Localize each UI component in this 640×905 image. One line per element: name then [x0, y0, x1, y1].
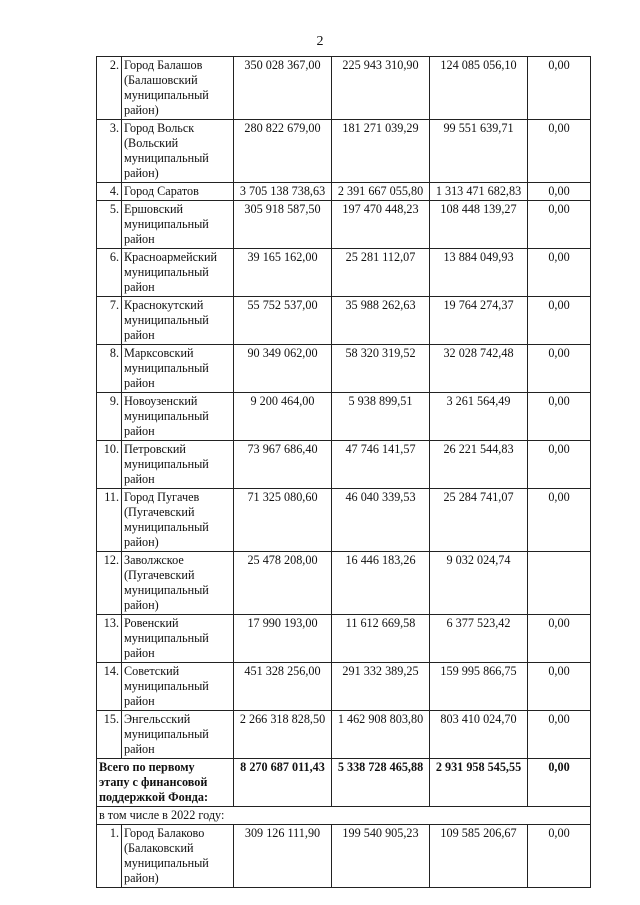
- row-number: 3.: [97, 120, 122, 183]
- regional-share-cell: 1 313 471 682,83: [430, 183, 528, 201]
- row-number: 14.: [97, 663, 122, 711]
- row-number: 13.: [97, 615, 122, 663]
- total-cost-cell: 39 165 162,00: [234, 249, 332, 297]
- regional-share-cell: 108 448 139,27: [430, 201, 528, 249]
- fund-share-cell: 1 462 908 803,80: [332, 711, 430, 759]
- local-share-cell: 0,00: [528, 393, 591, 441]
- total-cost-cell: 73 967 686,40: [234, 441, 332, 489]
- fund-share-cell: 291 332 389,25: [332, 663, 430, 711]
- regional-share-cell: 26 221 544,83: [430, 441, 528, 489]
- row-number: 7.: [97, 297, 122, 345]
- row-number: 15.: [97, 711, 122, 759]
- regional-share-cell: 13 884 049,93: [430, 249, 528, 297]
- municipality-name: Город Пугачев (Пугачевский муниципальный район): [122, 489, 234, 552]
- total-row: [97, 759, 591, 807]
- municipality-name: Марксовский муниципальный район: [122, 345, 234, 393]
- table-row: [97, 711, 591, 759]
- local-share-cell: [528, 552, 591, 615]
- row-number: 12.: [97, 552, 122, 615]
- fund-share-cell: 199 540 905,23: [332, 825, 430, 888]
- table-row: [97, 57, 591, 120]
- regional-share-cell: 19 764 274,37: [430, 297, 528, 345]
- local-share-cell: 0,00: [528, 825, 591, 888]
- fund-share-cell: 47 746 141,57: [332, 441, 430, 489]
- row-number: 9.: [97, 393, 122, 441]
- total-cost-cell: 71 325 080,60: [234, 489, 332, 552]
- subheader-row: [97, 807, 591, 825]
- regional-share-cell: 6 377 523,42: [430, 615, 528, 663]
- table-row: [97, 201, 591, 249]
- local-share-cell: 0,00: [528, 57, 591, 120]
- local-share-cell: 0,00: [528, 489, 591, 552]
- fund-share-cell: 181 271 039,29: [332, 120, 430, 183]
- fund-share-cell: 11 612 669,58: [332, 615, 430, 663]
- municipality-name: Красноармейский муниципальный район: [122, 249, 234, 297]
- local-share-cell: 0,00: [528, 345, 591, 393]
- regional-share-cell: 109 585 206,67: [430, 825, 528, 888]
- table-row: [97, 552, 591, 615]
- fund-share-cell: 35 988 262,63: [332, 297, 430, 345]
- municipality-name: Город Балаково (Балаковский муниципальный район): [122, 825, 234, 888]
- table-row: [97, 183, 591, 201]
- total-cost-cell: 451 328 256,00: [234, 663, 332, 711]
- table-row: [97, 120, 591, 183]
- fund-share-cell: 16 446 183,26: [332, 552, 430, 615]
- regional-share-cell: 3 261 564,49: [430, 393, 528, 441]
- local-share-cell: 0,00: [528, 249, 591, 297]
- municipality-name: Энгельсский муниципальный район: [122, 711, 234, 759]
- regional-share-cell: 2 931 958 545,55: [430, 759, 528, 807]
- municipality-name: Ершовский муниципальный район: [122, 201, 234, 249]
- row-number: 11.: [97, 489, 122, 552]
- table-row: [97, 489, 591, 552]
- regional-share-cell: 99 551 639,71: [430, 120, 528, 183]
- fund-share-cell: 58 320 319,52: [332, 345, 430, 393]
- regional-share-cell: 9 032 024,74: [430, 552, 528, 615]
- local-share-cell: 0,00: [528, 615, 591, 663]
- fund-share-cell: 197 470 448,23: [332, 201, 430, 249]
- total-cost-cell: 2 266 318 828,50: [234, 711, 332, 759]
- fund-share-cell: 225 943 310,90: [332, 57, 430, 120]
- row-number: 6.: [97, 249, 122, 297]
- municipality-name: Новоузенский муниципальный район: [122, 393, 234, 441]
- fund-share-cell: 46 040 339,53: [332, 489, 430, 552]
- local-share-cell: 0,00: [528, 201, 591, 249]
- row-number: 4.: [97, 183, 122, 201]
- table-row: [97, 663, 591, 711]
- fund-share-cell: 5 338 728 465,88: [332, 759, 430, 807]
- regional-share-cell: 124 085 056,10: [430, 57, 528, 120]
- funding-table: [96, 56, 591, 888]
- municipality-name: Город Балашов (Балашовский муниципальный район): [122, 57, 234, 120]
- row-number: 10.: [97, 441, 122, 489]
- total-cost-cell: 3 705 138 738,63: [234, 183, 332, 201]
- row-number: 5.: [97, 201, 122, 249]
- fund-share-cell: 5 938 899,51: [332, 393, 430, 441]
- municipality-name: Город Саратов: [122, 183, 234, 201]
- table-row: [97, 297, 591, 345]
- local-share-cell: 0,00: [528, 183, 591, 201]
- regional-share-cell: 159 995 866,75: [430, 663, 528, 711]
- regional-share-cell: 25 284 741,07: [430, 489, 528, 552]
- row-number: 2.: [97, 57, 122, 120]
- total-cost-cell: 55 752 537,00: [234, 297, 332, 345]
- total-cost-cell: 309 126 111,90: [234, 825, 332, 888]
- local-share-cell: 0,00: [528, 711, 591, 759]
- municipality-name: Город Вольск (Вольский муниципальный район): [122, 120, 234, 183]
- total-cost-cell: 8 270 687 011,43: [234, 759, 332, 807]
- table-row: [97, 393, 591, 441]
- total-cost-cell: 17 990 193,00: [234, 615, 332, 663]
- total-cost-cell: 350 028 367,00: [234, 57, 332, 120]
- local-share-cell: 0,00: [528, 120, 591, 183]
- row-number: 1.: [97, 825, 122, 888]
- row-number: 8.: [97, 345, 122, 393]
- total-label: Всего по первому этапу с финансовой поддержкой Фонда:: [97, 759, 234, 807]
- table-row: [97, 825, 591, 888]
- table-row: [97, 249, 591, 297]
- municipality-name: Краснокутский муниципальный район: [122, 297, 234, 345]
- regional-share-cell: 803 410 024,70: [430, 711, 528, 759]
- regional-share-cell: 32 028 742,48: [430, 345, 528, 393]
- table-row: [97, 615, 591, 663]
- total-cost-cell: 9 200 464,00: [234, 393, 332, 441]
- municipality-name: Советский муниципальный район: [122, 663, 234, 711]
- table-row: [97, 345, 591, 393]
- municipality-name: Петровский муниципальный район: [122, 441, 234, 489]
- total-cost-cell: 25 478 208,00: [234, 552, 332, 615]
- local-share-cell: 0,00: [528, 441, 591, 489]
- local-share-cell: 0,00: [528, 297, 591, 345]
- municipality-name: Ровенский муниципальный район: [122, 615, 234, 663]
- table-row: [97, 441, 591, 489]
- total-cost-cell: 280 822 679,00: [234, 120, 332, 183]
- local-share-cell: 0,00: [528, 663, 591, 711]
- page-number: 2: [316, 34, 324, 49]
- subheader-label: в том числе в 2022 году:: [97, 807, 591, 825]
- local-share-cell: 0,00: [528, 759, 591, 807]
- municipality-name: Заволжское (Пугачевский муниципальный район): [122, 552, 234, 615]
- total-cost-cell: 305 918 587,50: [234, 201, 332, 249]
- fund-share-cell: 25 281 112,07: [332, 249, 430, 297]
- fund-share-cell: 2 391 667 055,80: [332, 183, 430, 201]
- total-cost-cell: 90 349 062,00: [234, 345, 332, 393]
